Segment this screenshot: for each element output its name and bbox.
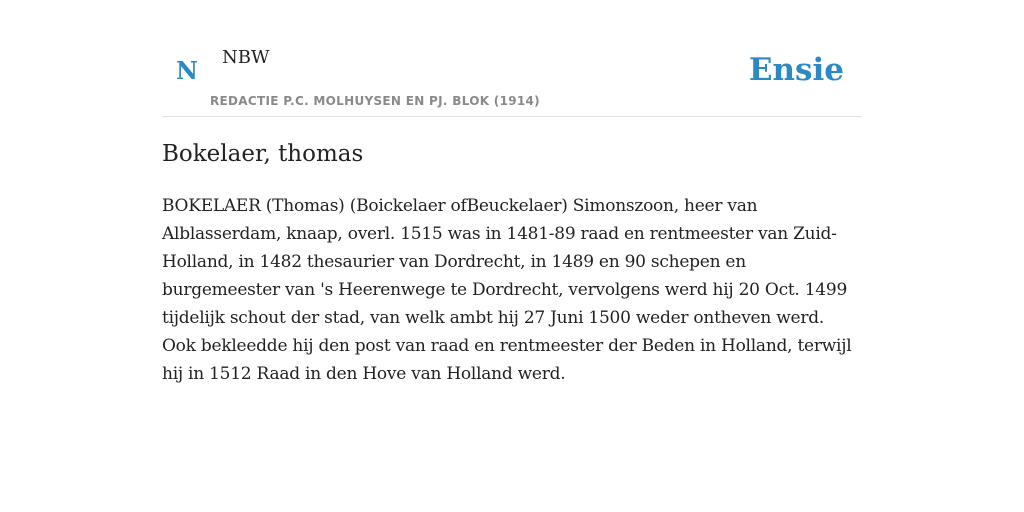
entry-body: BOKELAER (Thomas) (Boickelaer ofBeuckelaer) Simonszoon, heer van Alblasserdam, knaap, overl. 1515 was in 1481-89 raad en rentmeester van Zuid-Holland, in 1482 thesaurier van Dordrecht, in 1489 en 90 schepen en burgemeester van 's Heerenwege te Dordrecht, vervolgens werd hij 20 Oct. 1499 tijdelijk schout der stad, van welk ambt hij 27 Juni 1500 weder ontheven werd. Ook bekleedde hij den post van raad en rentmeester der Beden in Holland, terwijl hij in 1512 Raad in den Hove van Holland werd. <box>162 196 852 384</box>
brand-logo-link[interactable]: Ensie <box>748 52 844 88</box>
page <box>162 0 862 384</box>
source-header <box>162 0 862 117</box>
entry-title: Bokelaer, thomas <box>162 141 364 167</box>
source-title: NBW <box>222 47 270 68</box>
source-logo[interactable]: N <box>176 56 198 85</box>
source-subtitle: REDACTIE P.C. MOLHUYSEN EN PJ. BLOK (1914) <box>210 94 540 108</box>
